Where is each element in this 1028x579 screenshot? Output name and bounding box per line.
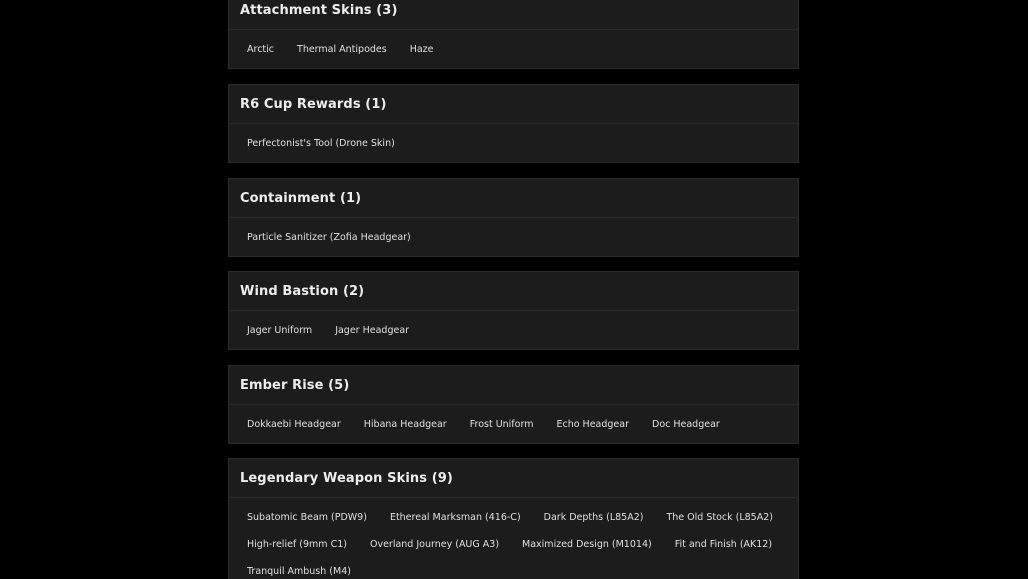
section-title: Wind Bastion (2): [229, 272, 798, 311]
item-subatomic-beam[interactable]: Subatomic Beam (PDW9): [247, 512, 367, 523]
section-items: [229, 311, 798, 344]
section-r6-cup-rewards: [228, 84, 799, 163]
section-title: Attachment Skins (3): [229, 0, 798, 30]
section-ember-rise: [228, 365, 799, 444]
item-ethereal-marksman[interactable]: Ethereal Marksman (416-C): [389, 512, 521, 523]
item-perfectonists-tool[interactable]: Perfectonist's Tool (Drone Skin): [247, 138, 395, 149]
section-title: Legendary Weapon Skins (9): [229, 459, 798, 498]
item-overland-journey[interactable]: Overland Journey (AUG A3): [369, 539, 500, 550]
item-jager-uniform[interactable]: Jager Uniform: [247, 325, 313, 336]
section-items: [229, 405, 798, 438]
item-jager-headgear[interactable]: Jager Headgear: [335, 325, 410, 336]
item-haze[interactable]: Haze: [409, 44, 434, 55]
item-frost-uniform[interactable]: Frost Uniform: [469, 419, 534, 430]
item-tranquil-ambush[interactable]: Tranquil Ambush (M4): [247, 566, 351, 577]
section-legendary-weapon-skins: [228, 458, 799, 579]
section-items: [229, 30, 798, 63]
item-dokkaebi-headgear[interactable]: Dokkaebi Headgear: [247, 419, 341, 430]
item-maximized-design[interactable]: Maximized Design (M1014): [522, 539, 652, 550]
section-items: [229, 498, 798, 579]
item-the-old-stock[interactable]: The Old Stock (L85A2): [666, 512, 773, 523]
item-high-relief[interactable]: High-relief (9mm C1): [247, 539, 347, 550]
item-fit-and-finish[interactable]: Fit and Finish (AK12): [674, 539, 773, 550]
item-thermal-antipodes[interactable]: Thermal Antipodes: [297, 44, 387, 55]
section-title: Ember Rise (5): [229, 366, 798, 405]
item-echo-headgear[interactable]: Echo Headgear: [556, 419, 629, 430]
section-attachment-skins: [228, 0, 799, 69]
section-containment: [228, 178, 799, 257]
section-wind-bastion: [228, 271, 799, 350]
section-items: [229, 218, 798, 251]
item-arctic[interactable]: Arctic: [247, 44, 275, 55]
item-particle-sanitizer[interactable]: Particle Sanitizer (Zofia Headgear): [247, 232, 411, 243]
section-title: R6 Cup Rewards (1): [229, 85, 798, 124]
item-dark-depths[interactable]: Dark Depths (L85A2): [543, 512, 644, 523]
section-items: [229, 124, 798, 157]
item-doc-headgear[interactable]: Doc Headgear: [652, 419, 720, 430]
section-title: Containment (1): [229, 179, 798, 218]
item-hibana-headgear[interactable]: Hibana Headgear: [363, 419, 447, 430]
